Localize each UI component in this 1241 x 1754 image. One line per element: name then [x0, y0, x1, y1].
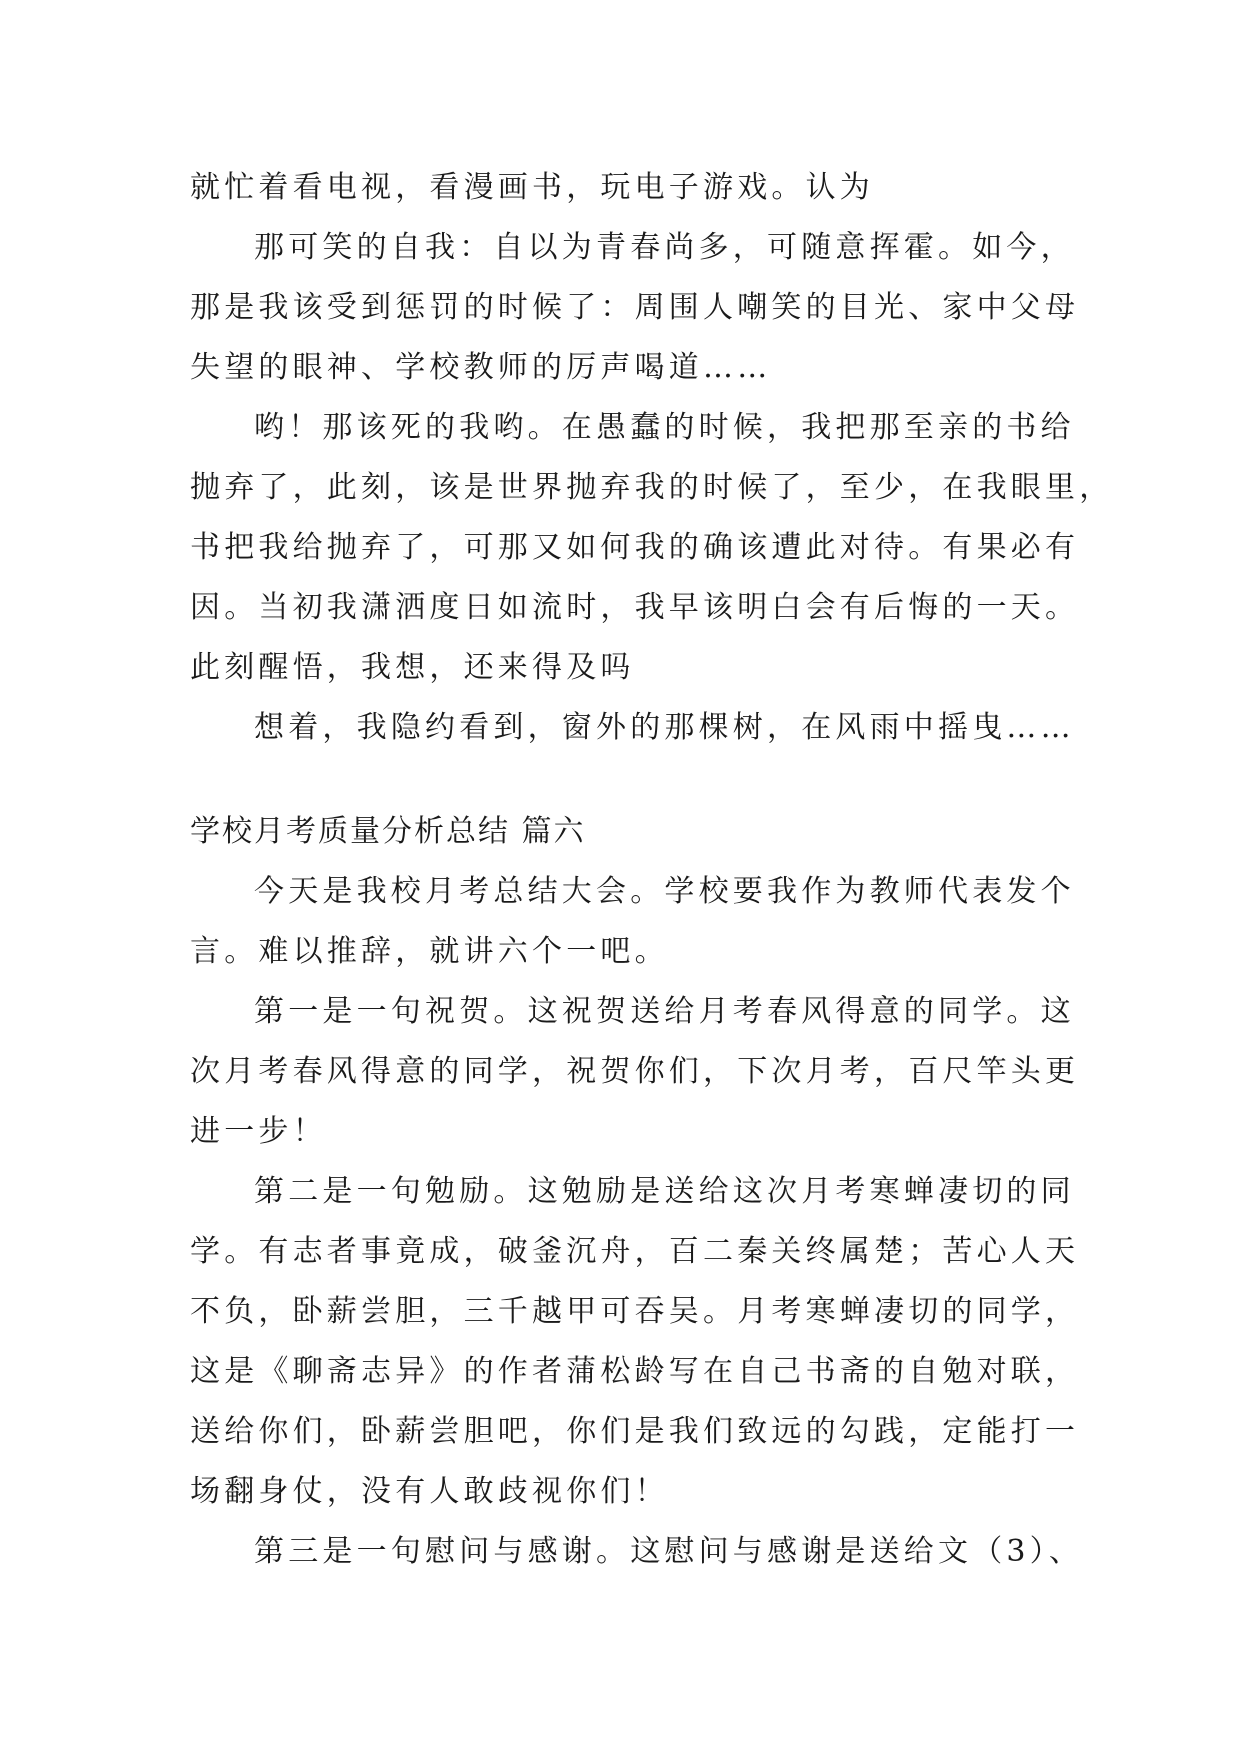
text-line: 书把我给抛弃了，可那又如何我的确该遭此对待。有果必有: [190, 530, 1080, 565]
text-line: 抛弃了，此刻，该是世界抛弃我的时候了，至少，在我眼里，: [190, 470, 1114, 505]
text-line: 那可笑的自我：自以为青春尚多，可随意挥霍。如今，: [254, 230, 1075, 265]
text-line: 哟！那该死的我哟。在愚蠢的时候，我把那至亲的书给: [254, 410, 1075, 445]
text-line: 第二是一句勉励。这勉励是送给这次月考寒蝉凄切的同: [254, 1174, 1075, 1209]
section-previous-essay: [190, 158, 1114, 758]
text-line: 学。有志者事竟成，破釜沉舟，百二秦关终属楚；苦心人天: [190, 1234, 1080, 1269]
text-line: 今天是我校月考总结大会。学校要我作为教师代表发个: [254, 874, 1075, 909]
text-line: 想着，我隐约看到，窗外的那棵树，在风雨中摇曳……: [254, 710, 1075, 745]
text-line: 言。难以推辞，就讲六个一吧。: [190, 934, 669, 969]
text-line: 那是我该受到惩罚的时候了：周围人嘲笑的目光、家中父母: [190, 290, 1080, 325]
text-line: 第一是一句祝贺。这祝贺送给月考春风得意的同学。这: [254, 994, 1075, 1029]
text-line: 场翻身仗，没有人敢歧视你们！: [190, 1474, 669, 1509]
text-line: 失望的眼神、学校教师的厉声喝道……: [190, 350, 772, 385]
text-line: 第三是一句慰问与感谢。这慰问与感谢是送给文（3）、: [254, 1534, 1084, 1569]
section-part-six: [190, 862, 1084, 1582]
text-line: 送给你们，卧薪尝胆吧，你们是我们致远的勾践，定能打一: [190, 1414, 1080, 1449]
text-line: 不负，卧薪尝胆，三千越甲可吞吴。月考寒蝉凄切的同学，: [190, 1294, 1080, 1329]
section-gap: [190, 758, 1070, 802]
document-body: [190, 158, 1114, 1582]
text-line: 次月考春风得意的同学，祝贺你们，下次月考，百尺竿头更: [190, 1054, 1080, 1089]
text-line: 就忙着看电视，看漫画书，玩电子游戏。认为: [190, 170, 874, 205]
text-line: 因。当初我潇洒度日如流时，我早该明白会有后悔的一天。: [190, 590, 1080, 625]
section-heading: 学校月考质量分析总结 篇六: [190, 814, 586, 849]
text-line: 进一步！: [190, 1114, 327, 1149]
text-line: 此刻醒悟，我想，还来得及吗: [190, 650, 635, 685]
text-line: 这是《聊斋志异》的作者蒲松龄写在自己书斋的自勉对联，: [190, 1354, 1080, 1389]
